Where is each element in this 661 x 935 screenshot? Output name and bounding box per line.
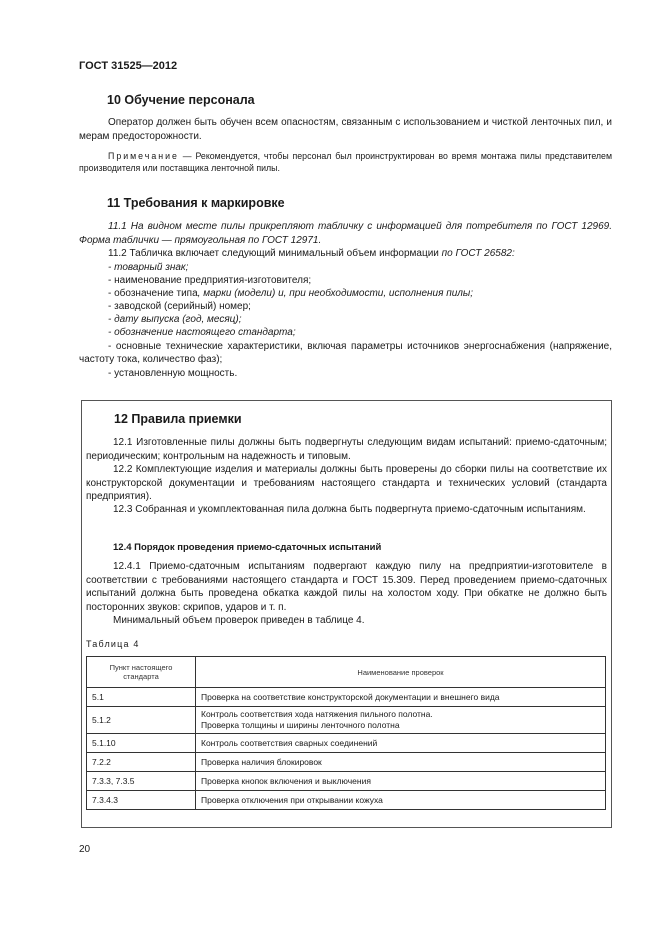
table-cell: Проверка наличия блокировок xyxy=(196,753,606,772)
section-12-p1: 12.1 Изготовленные пилы должны быть подвергнуты следующим видам испытаний: приемо-сдаточным; периодическим; контрольным на надежность и типовым. xyxy=(86,437,607,462)
marking-item: - дату выпуска (год, месяц); xyxy=(108,314,242,325)
table-row xyxy=(87,707,606,734)
table-caption: Таблица 4 xyxy=(86,639,140,649)
section-12-title: 12 Правила приемки xyxy=(114,412,242,426)
table-row xyxy=(87,772,606,791)
table-header: Наименование проверок xyxy=(196,657,606,688)
section-10-title: 10 Обучение персонала xyxy=(107,93,255,107)
table-cell: Контроль соответствия сварных соединений xyxy=(196,734,606,753)
standard-code: ГОСТ 31525—2012 xyxy=(79,60,178,72)
section-11-title: 11 Требования к маркировке xyxy=(107,196,285,210)
page-number: 20 xyxy=(79,844,91,855)
note-label: Примечание xyxy=(108,151,179,161)
marking-item: - заводской (серийный) номер; xyxy=(108,301,251,312)
section-12-p3: 12.3 Собранная и укомплектованная пила должна быть подвергнута приемо-сдаточным испытаниям. xyxy=(113,504,586,515)
marking-item: - установленную мощность. xyxy=(108,368,238,379)
checks-table xyxy=(86,656,606,810)
section-12-4-title: 12.4 Порядок проведения приемо-сдаточных испытаний xyxy=(113,542,382,553)
note-text: — Рекомендуется, чтобы персонал был проинструктирован во время монтажа пилы представителем производителя или поставщика ленточной пилы. xyxy=(79,151,612,173)
p2-text: 11.2 Табличка включает следующий минимальный объем информации xyxy=(108,248,442,259)
table-cell: 5.1 xyxy=(87,688,196,707)
table-cell: 7.3.4.3 xyxy=(87,791,196,810)
marking-item: - товарный знак; xyxy=(108,262,189,273)
table-cell: Контроль соответствия хода натяжения пильного полотна. Проверка толщины и ширины ленточного полотна xyxy=(196,707,606,734)
table-cell: 5.1.10 xyxy=(87,734,196,753)
table-header: Пункт настоящего стандарта xyxy=(87,657,196,688)
section-12-p2: 12.2 Комплектующие изделия и материалы должны быть проверены до сборки пилы на соответствие их конструкторской документации и требованиям настоящего стандарта и технических условий (стандарта предприятия). xyxy=(86,464,607,502)
marking-item-long: - основные технические характеристики, включая параметры источников энергоснабжения (напряжение, частоту тока, количество фаз); xyxy=(79,341,612,365)
marking-item: - наименование предприятия-изготовителя; xyxy=(108,275,312,286)
p2-ref: по ГОСТ 26582: xyxy=(441,248,515,259)
table-cell: Проверка кнопок включения и выключения xyxy=(196,772,606,791)
table-cell: 5.1.2 xyxy=(87,707,196,734)
item-italic: , марки (модели) и, при необходимости, исполнения пилы; xyxy=(197,288,474,299)
table-cell: Проверка на соответствие конструкторской документации и внешнего вида xyxy=(196,688,606,707)
item-text: - обозначение типа xyxy=(108,288,198,299)
table-row xyxy=(87,753,606,772)
section-12-p5: Минимальный объем проверок приведен в таблице 4. xyxy=(113,615,365,626)
table-row xyxy=(87,791,606,810)
section-10-text: Оператор должен быть обучен всем опасностям, связанным с использованием и чисткой ленточных пил, и мерам предосторожности. xyxy=(79,117,612,142)
section-11-p1: 11.1 На видном месте пилы прикрепляют табличку с информацией для потребителя по ГОСТ 12969. Форма таблички — прямоугольная по ГОСТ 12971. xyxy=(79,221,612,246)
table-row xyxy=(87,688,606,707)
table-cell: 7.2.2 xyxy=(87,753,196,772)
section-12-p4: 12.4.1 Приемо-сдаточным испытаниям подвергают каждую пилу на предприятии-изготовителе в соответствии с требованиями настоящего стандарта и ГОСТ 15.309. Перед проведением приемо-сдаточных испытаний должна быть проведена обкатка каждой пилы на холостом ходу. При обкатке не должно быть посторонних звуков: скрипов, ударов и т. п. xyxy=(86,561,607,613)
section-11-p2 xyxy=(108,247,612,261)
table-cell: Проверка отключения при открывании кожуха xyxy=(196,791,606,810)
section-10-note xyxy=(79,150,612,174)
marking-item xyxy=(108,287,473,300)
marking-item: - обозначение настоящего стандарта; xyxy=(108,327,296,338)
table-row xyxy=(87,734,606,753)
table-cell: 7.3.3, 7.3.5 xyxy=(87,772,196,791)
